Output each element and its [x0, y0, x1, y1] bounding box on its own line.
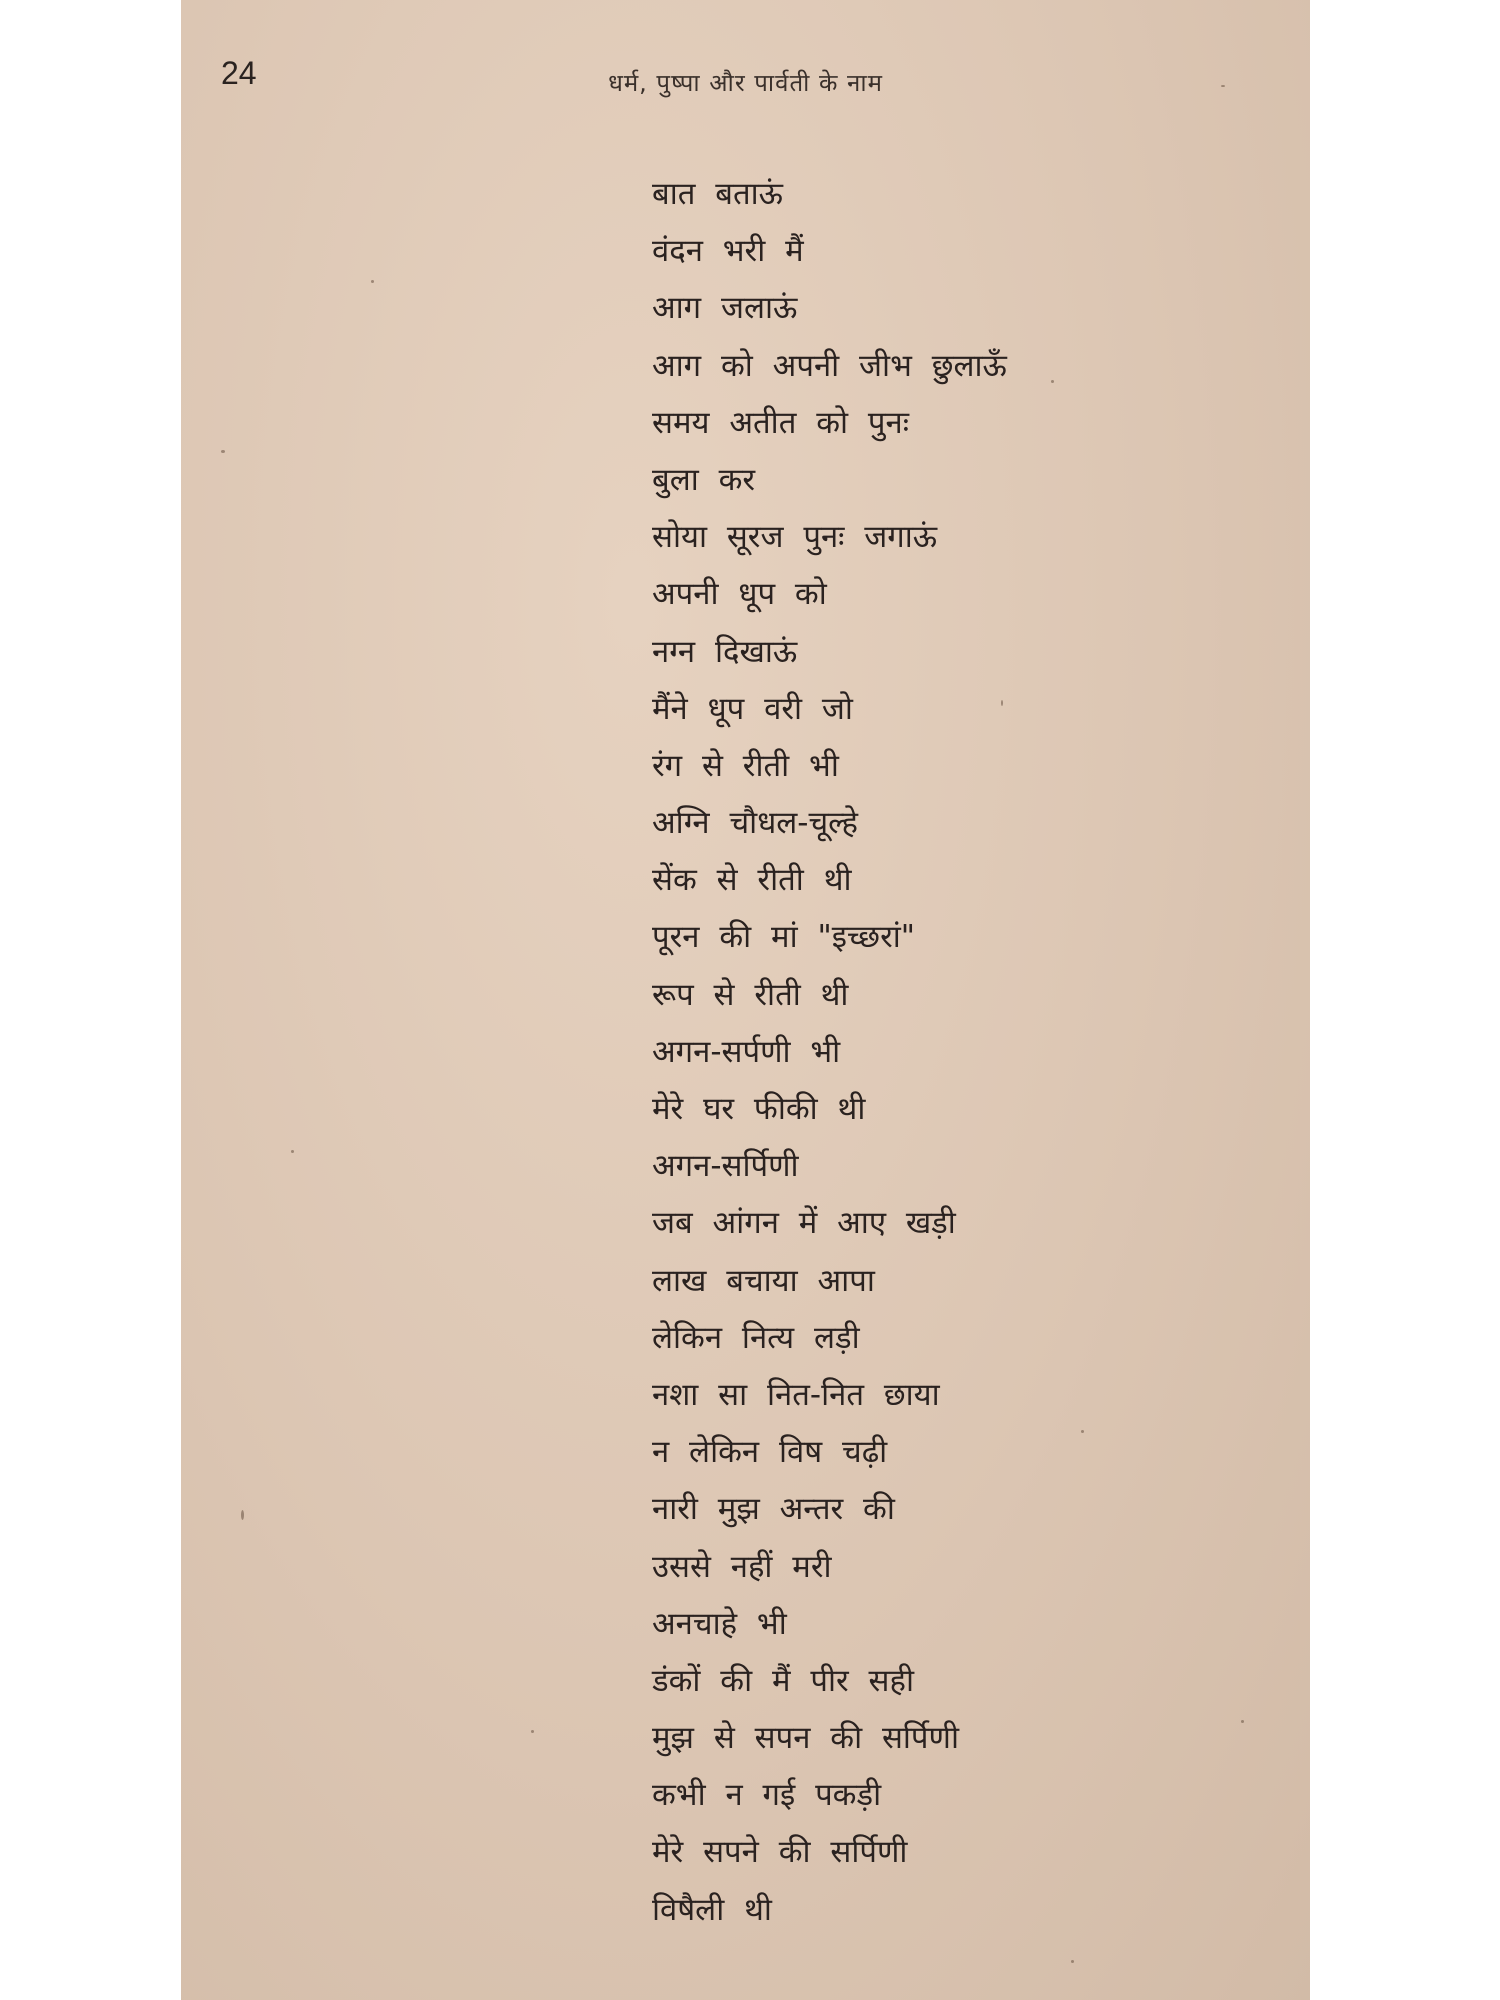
poem-line: मेरे घर फीकी थी	[652, 1091, 866, 1127]
book-page	[181, 0, 1310, 2000]
paper-speck	[1071, 1960, 1074, 1963]
poem-line: विषैली थी	[652, 1891, 772, 1928]
poem-line: लेकिन नित्य लड़ी	[652, 1319, 860, 1356]
paper-speck	[531, 1730, 534, 1733]
poem-line: मैंने धूप वरी जो	[652, 690, 853, 727]
poem-line: डंकों की मैं पीर सही	[652, 1662, 914, 1699]
poem-line: आग जलाऊं	[652, 290, 798, 327]
poem-line: नशा सा नित-नित छाया	[652, 1376, 940, 1413]
paper-speck	[371, 280, 374, 283]
page-number: 24	[221, 55, 257, 91]
poem-line: समय अतीत को पुनः	[652, 404, 910, 441]
poem-line: सेंक से रीती थी	[652, 862, 852, 899]
poem-line: कभी न गई पकड़ी	[652, 1777, 882, 1814]
running-head: धर्म, पुष्पा और पार्वती के नाम	[608, 69, 883, 97]
paper-speck	[1051, 380, 1054, 383]
paper-speck	[221, 450, 225, 453]
poem-line: न लेकिन विष चढ़ी	[652, 1434, 888, 1471]
poem-line: पूरन की मां "इच्छरां"	[652, 919, 916, 956]
poem-line: अगन-सर्पिणी	[652, 1148, 799, 1185]
poem-line: आग को अपनी जीभ छुलाऊँ	[652, 347, 1007, 384]
paper-speck	[291, 1150, 294, 1153]
poem-line: जब आंगन में आए खड़ी	[652, 1205, 956, 1242]
poem-line: उससे नहीं मरी	[652, 1548, 832, 1585]
poem-line: रंग से रीती भी	[652, 747, 839, 784]
poem-line: अपनी धूप को	[652, 576, 827, 613]
poem-line: मेरे सपने की सर्पिणी	[652, 1834, 908, 1871]
poem-line: रूप से रीती थी	[652, 976, 849, 1013]
poem-line: अग्नि चौधल-चूल्हे	[652, 805, 858, 842]
poem-text	[652, 166, 1007, 1939]
poem-line: मुझ से सपन की सर्पिणी	[652, 1720, 959, 1757]
poem-line: नारी मुझ अन्तर की	[652, 1491, 895, 1528]
paper-speck	[241, 1510, 244, 1520]
poem-line: लाख बचाया आपा	[652, 1262, 875, 1299]
poem-line: अगन-सर्पणी भी	[652, 1033, 841, 1070]
poem-line: बुला कर	[652, 461, 756, 498]
poem-line: वंदन भरी मैं	[652, 233, 804, 270]
poem-line: सोया सूरज पुनः जगाऊं	[652, 519, 938, 556]
poem-line: अनचाहे भी	[652, 1605, 787, 1642]
paper-speck	[1081, 1430, 1084, 1433]
poem-line: नग्न दिखाऊं	[652, 633, 798, 670]
poem-line: बात बताऊं	[652, 176, 783, 212]
paper-speck	[1241, 1720, 1244, 1723]
